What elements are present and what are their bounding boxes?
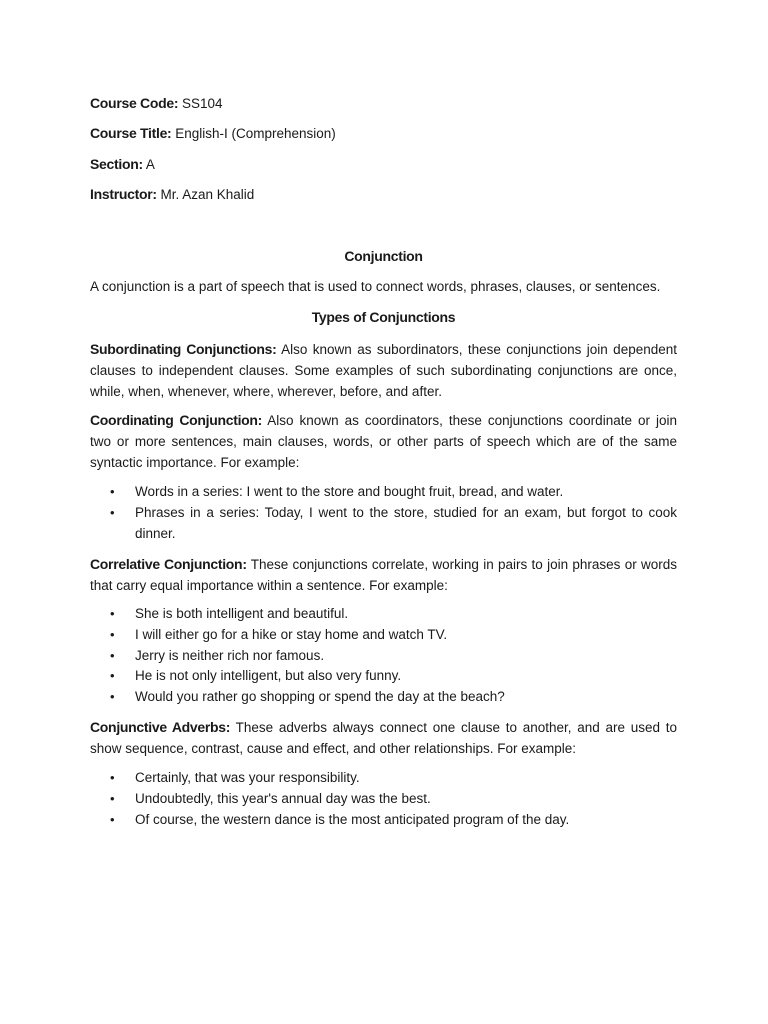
list-item-text: I will either go for a hike or stay home and watch TV. (135, 626, 448, 642)
list-item-text: Jerry is neither rich nor famous. (135, 647, 325, 663)
subordinating-text: Also known as subordinators, these conjunctions join dependent clauses to independent clauses. Some examples of such subordinating conjunctions are once, while, when, whenever, where, wherever, before, and after. (90, 342, 678, 399)
instructor-line (90, 185, 254, 204)
list-item-text: Would you rather go shopping or spend the day at the beach? (135, 689, 505, 705)
bullet-icon: • (110, 606, 115, 621)
list-item-text: He is not only intelligent, but also very funny. (135, 668, 402, 684)
list-item-text: Undoubtedly, this year's annual day was the best. (135, 790, 431, 806)
bullet-icon: • (110, 647, 115, 663)
section-value: A (145, 157, 155, 172)
list-item (90, 687, 677, 708)
subordinating-lead: Subordinating Conjunctions: (90, 341, 277, 357)
types-heading: Types of Conjunctions (311, 309, 456, 325)
list-item (90, 604, 677, 625)
course-title-label: Course Title: (90, 125, 172, 141)
instructor-label: Instructor: (90, 186, 157, 202)
intro-paragraph: A conjunction is a part of speech that is used to connect words, phrases, clauses, or sentences. (90, 279, 661, 294)
course-title-line (90, 124, 336, 143)
coordinating-paragraph (90, 410, 677, 473)
section-label: Section: (90, 156, 143, 172)
bullet-icon: • (110, 811, 115, 827)
list-item (90, 646, 677, 667)
correlative-text: These conjunctions correlate, working in pairs to join phrases or words that carry equal importance within a sentence. For example: (90, 557, 677, 593)
bullet-icon: • (110, 770, 115, 785)
subordinating-paragraph (90, 339, 677, 402)
list-item-text: Of course, the western dance is the most anticipated program of the day. (135, 811, 570, 827)
coordinating-text: Also known as coordinators, these conjunctions coordinate or join two or more sentences, main clauses, words, or other parts of speech which are of the same syntactic importance. For example: (90, 413, 677, 470)
section-line (90, 155, 155, 174)
course-title-value: English-I (Comprehension) (175, 126, 336, 141)
list-item (90, 625, 677, 646)
bullet-icon: • (110, 790, 115, 806)
bullet-icon: • (110, 484, 115, 499)
list-item (90, 789, 677, 810)
list-item (90, 666, 677, 687)
course-code-value: SS104 (181, 96, 223, 111)
conjunctive-adverbs-text: These adverbs always connect one clause to another, and are used to show sequence, contrast, cause and effect, and other relationships. For example: (90, 720, 677, 756)
correlative-paragraph (90, 554, 677, 597)
course-code-line (90, 94, 223, 113)
list-item-text: She is both intelligent and beautiful. (135, 606, 349, 621)
conjunctive-adverbs-paragraph (90, 717, 677, 760)
list-item-text: Phrases in a series: Today, I went to the store, studied for an exam, but forgot to cook dinner. (135, 504, 677, 541)
instructor-value: Mr. Azan Khalid (160, 187, 255, 202)
course-code-label: Course Code: (90, 95, 179, 111)
list-item (90, 482, 677, 503)
list-item-text: Certainly, that was your responsibility. (135, 770, 360, 785)
coordinating-examples (90, 482, 677, 544)
list-item (90, 768, 677, 789)
document-title: Conjunction (344, 248, 423, 264)
correlative-examples (90, 604, 677, 708)
conjunctive-adverbs-lead: Conjunctive Adverbs: (90, 719, 231, 735)
bullet-icon: • (110, 668, 115, 684)
correlative-lead: Correlative Conjunction: (90, 556, 247, 572)
list-item (90, 810, 677, 831)
list-item-text: Words in a series: I went to the store and bought fruit, bread, and water. (135, 484, 564, 499)
bullet-icon: • (110, 626, 115, 642)
list-item (90, 503, 677, 545)
bullet-icon: • (110, 504, 115, 520)
coordinating-lead: Coordinating Conjunction: (90, 412, 263, 428)
bullet-icon: • (110, 689, 115, 705)
conjunctive-adverbs-examples (90, 768, 677, 830)
